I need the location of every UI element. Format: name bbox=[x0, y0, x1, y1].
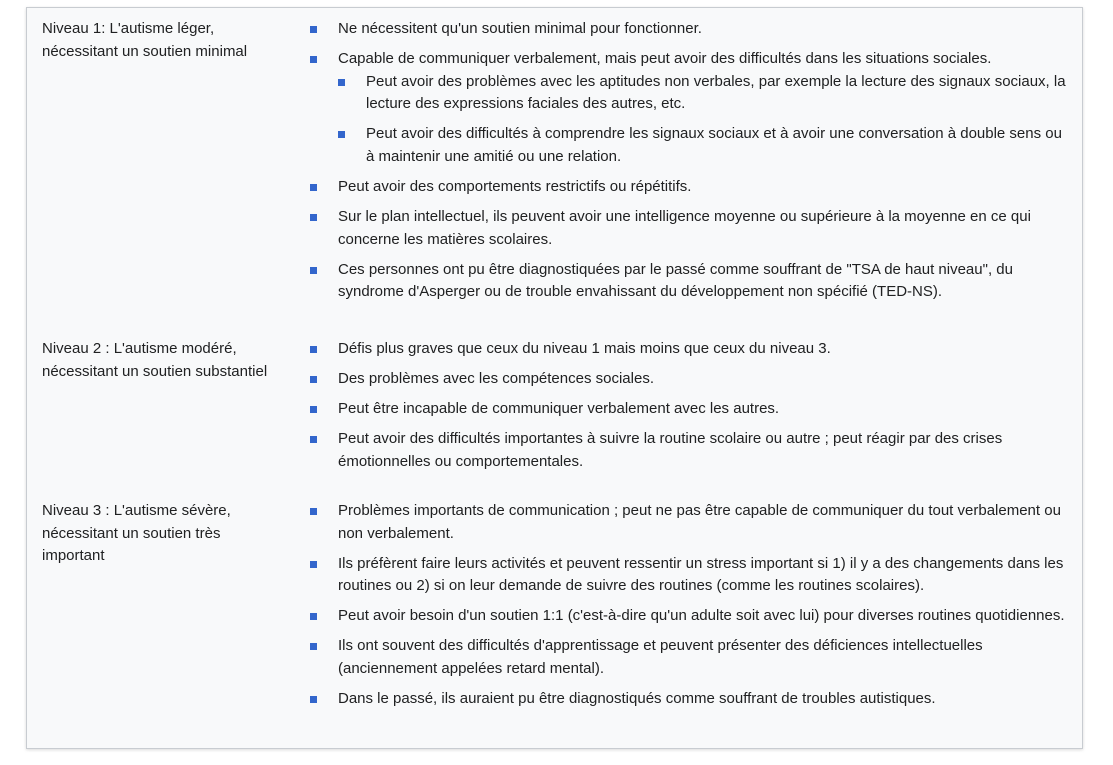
level-list bbox=[310, 338, 1070, 481]
bullet-icon bbox=[310, 346, 317, 353]
bullet-icon bbox=[310, 436, 317, 443]
level-list bbox=[310, 18, 1070, 311]
bullet-icon bbox=[310, 56, 317, 63]
level-list bbox=[310, 500, 1070, 718]
bullet-icon bbox=[310, 406, 317, 413]
level-title: Niveau 2 : L'autisme modéré, nécessitant un soutien substantiel bbox=[42, 340, 268, 380]
list-item: Problèmes importants de communication ; peut ne pas être capable de communiquer du tout verbalement ou non verbalement. bbox=[310, 500, 1070, 545]
bullet-icon bbox=[310, 376, 317, 383]
level-title: Niveau 3 : L'autisme sévère, nécessitant un soutien très important bbox=[42, 502, 231, 564]
autism-levels-table bbox=[26, 7, 1083, 749]
bullet-icon bbox=[310, 696, 317, 703]
bullet-icon bbox=[310, 184, 317, 191]
bullet-icon bbox=[310, 613, 317, 620]
list-item: Peut être incapable de communiquer verbalement avec les autres. bbox=[310, 398, 1070, 421]
bullet-icon bbox=[310, 267, 317, 274]
bullet-icon bbox=[310, 26, 317, 33]
list-item: Peut avoir besoin d'un soutien 1:1 (c'est-à-dire qu'un adulte soit avec lui) pour diverses routines quotidiennes. bbox=[310, 605, 1070, 628]
bullet-icon bbox=[310, 643, 317, 650]
bullet-icon bbox=[310, 561, 317, 568]
list-item: Ils ont souvent des difficultés d'apprentissage et peuvent présenter des déficiences intellectuelles (anciennement appelées retard mental). bbox=[310, 635, 1070, 680]
sub-list bbox=[338, 71, 1070, 169]
list-item: Capable de communiquer verbalement, mais peut avoir des difficultés dans les situations sociales. Peut avoir des problèmes avec les aptitudes non verbales, par exemple la lecture des signaux sociaux, la lecture des expressions faciales des autres, etc. Peut avoir des difficultés à comprendre les signaux sociaux et à avoir une conversation à double sens ou à maintenir une amitié ou une relation. bbox=[310, 48, 1070, 168]
list-item: Sur le plan intellectuel, ils peuvent avoir une intelligence moyenne ou supérieure à la moyenne en ce qui concerne les matières scolaires. bbox=[310, 206, 1070, 251]
list-item: Ils préfèrent faire leurs activités et peuvent ressentir un stress important si 1) il y a des changements dans les routines ou 2) si on leur demande de suivre des routines (comme les routines scolaires). bbox=[310, 553, 1070, 598]
list-item: Peut avoir des difficultés importantes à suivre la routine scolaire ou autre ; peut réagir par des crises émotionnelles ou comportementales. bbox=[310, 428, 1070, 473]
list-item: Des problèmes avec les compétences sociales. bbox=[310, 368, 1070, 391]
bullet-icon bbox=[310, 508, 317, 515]
list-item: Dans le passé, ils auraient pu être diagnostiqués comme souffrant de troubles autistiques. bbox=[310, 688, 1070, 711]
bullet-icon bbox=[310, 214, 317, 221]
list-item: Ne nécessitent qu'un soutien minimal pour fonctionner. bbox=[310, 18, 1070, 41]
bullet-icon bbox=[338, 79, 345, 86]
sub-list-item: Peut avoir des problèmes avec les aptitudes non verbales, par exemple la lecture des signaux sociaux, la lecture des expressions faciales des autres, etc. bbox=[338, 71, 1070, 116]
bullet-icon bbox=[338, 131, 345, 138]
sub-list-item: Peut avoir des difficultés à comprendre les signaux sociaux et à avoir une conversation à double sens ou à maintenir une amitié ou une relation. bbox=[338, 123, 1070, 168]
list-item: Ces personnes ont pu être diagnostiquées par le passé comme souffrant de "TSA de haut niveau", du syndrome d'Asperger ou de trouble envahissant du développement non spécifié (TED-NS). bbox=[310, 259, 1070, 304]
level-title: Niveau 1: L'autisme léger, nécessitant un soutien minimal bbox=[42, 20, 248, 60]
list-item: Peut avoir des comportements restrictifs ou répétitifs. bbox=[310, 176, 1070, 199]
list-item: Défis plus graves que ceux du niveau 1 mais moins que ceux du niveau 3. bbox=[310, 338, 1070, 361]
